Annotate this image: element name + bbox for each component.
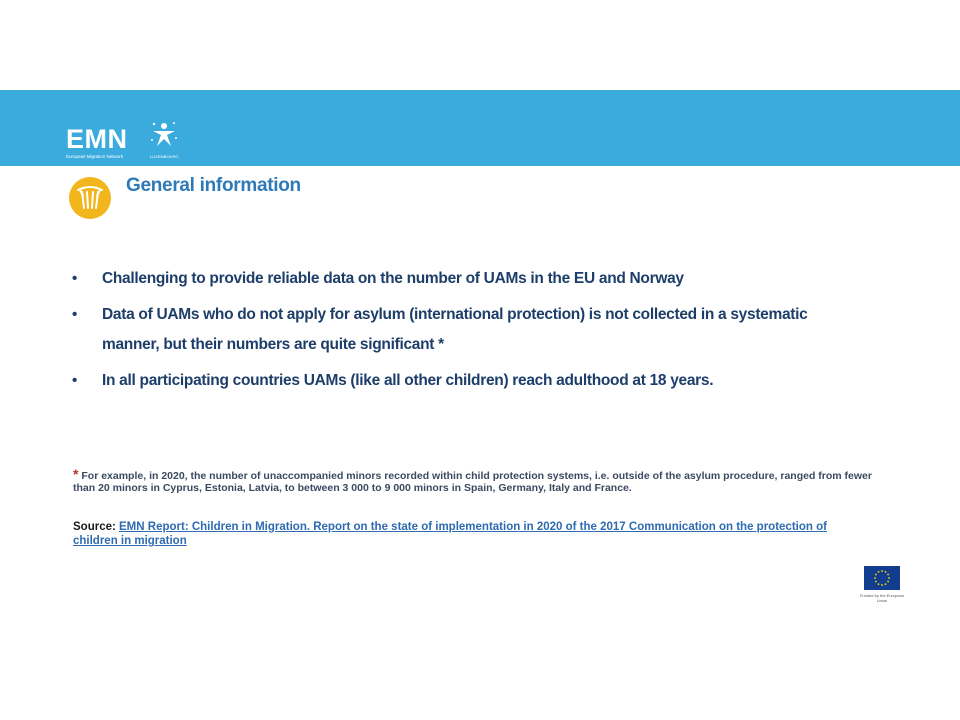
logo-wordmark: EMN — [66, 124, 128, 154]
footnote-text: For example, in 2020, the number of unaccompanied minors recorded within child protection systems, i.e. outside of the asylum procedure, ranged from fewer than 20 minors in Cyprus, Estonia, Latvia, to between 3 000 to 9 000 minors in Spain, Germany, Italy and France. — [73, 470, 872, 494]
eu-caption: Funded by the European Union — [859, 593, 905, 603]
bullet-item — [72, 264, 832, 294]
bullet-item — [72, 366, 832, 396]
bullet-dot-icon: • — [72, 270, 77, 287]
bullet-text: Data of UAMs who do not apply for asylum (international protection) is not collected in a systematic manner, but their numbers are quite significant * — [102, 306, 808, 353]
logo-country: LUXEMBOURG — [150, 154, 179, 159]
logo-subtitle: European Migration Network — [66, 154, 124, 159]
info-section-icon — [68, 176, 112, 220]
emn-logo — [66, 120, 186, 164]
bullet-dot-icon: • — [72, 306, 77, 323]
bullet-item — [72, 300, 832, 360]
source-link[interactable]: EMN Report: Children in Migration. Report on the state of implementation in 2020 of the 2017 Communication on the protection of children in migration — [73, 521, 827, 547]
star-figure-icon — [150, 120, 178, 148]
eu-flag-icon — [864, 566, 900, 590]
footnote — [73, 468, 893, 494]
bullet-list — [72, 264, 832, 402]
section-title: General information — [126, 175, 301, 196]
footnote-marker: * — [73, 466, 79, 482]
source-label: Source: — [73, 521, 120, 533]
bullet-text: Challenging to provide reliable data on the number of UAMs in the EU and Norway — [102, 270, 684, 287]
bullet-text: In all participating countries UAMs (like all other children) reach adulthood at 18 years. — [102, 372, 714, 389]
bullet-dot-icon: • — [72, 372, 77, 389]
source-citation — [73, 520, 873, 548]
